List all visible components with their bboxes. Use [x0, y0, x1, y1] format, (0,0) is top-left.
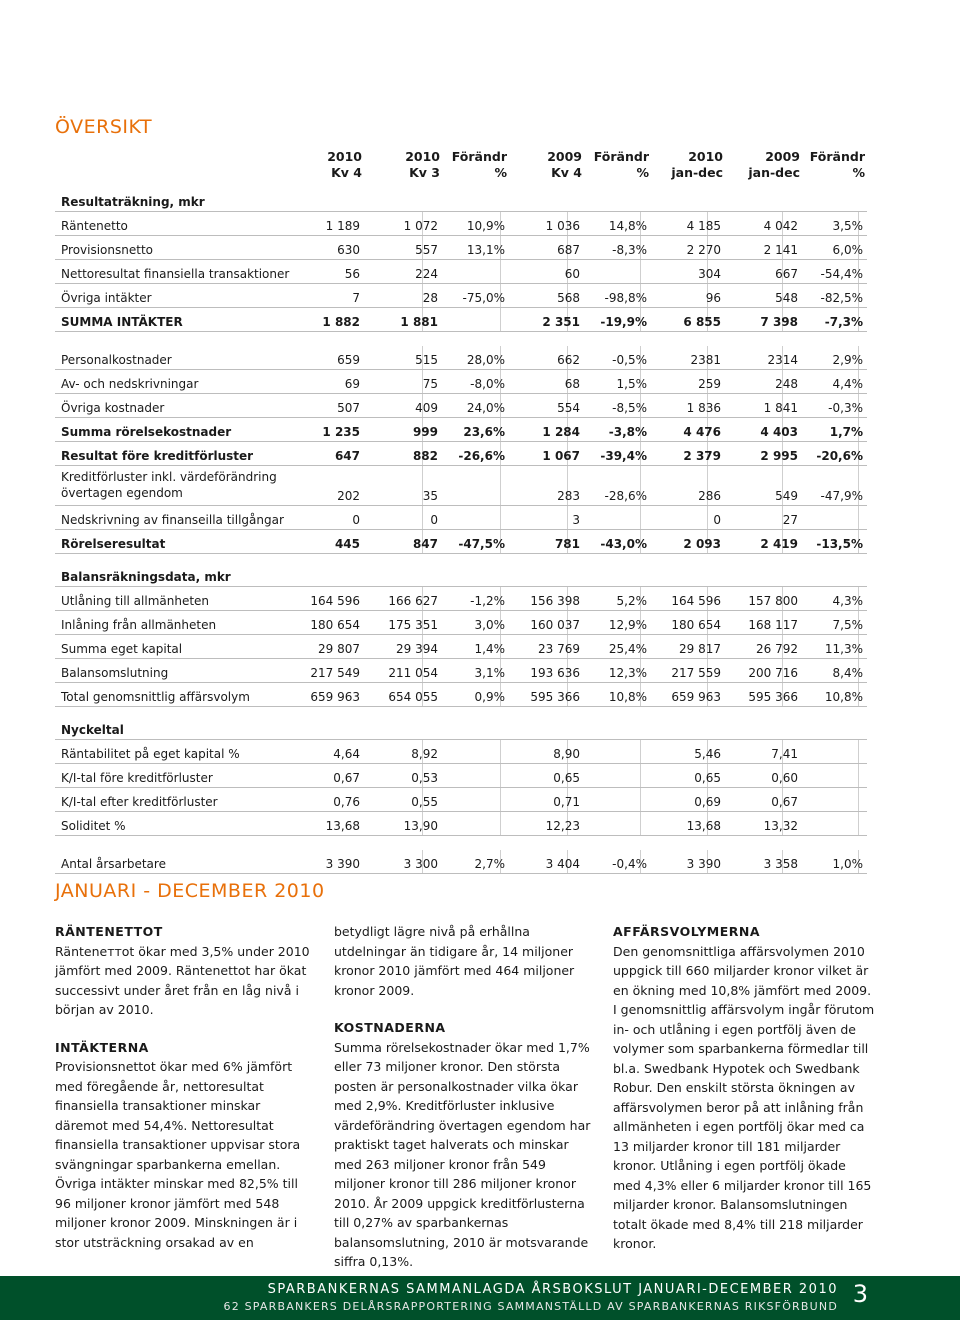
row-label: K/I-tal efter kreditförluster — [61, 795, 218, 809]
row-label: Total genomsnittlig affärsvolym — [61, 690, 250, 704]
row-label: Utlåning till allmänheten — [61, 594, 210, 608]
table-cell: 1 882 — [322, 315, 360, 329]
table-row — [55, 740, 867, 764]
table-cell: 6 855 — [683, 315, 721, 329]
table-cell: 3 300 — [403, 857, 438, 871]
column-header — [405, 149, 440, 181]
column-header-line1: 2009 — [547, 149, 582, 164]
column-divider — [858, 788, 859, 811]
table-header — [55, 145, 867, 185]
table-cell: 193 636 — [530, 666, 580, 680]
table-cell: 0,53 — [411, 771, 438, 785]
table-cell: 13,68 — [325, 819, 360, 833]
column-divider — [500, 740, 501, 763]
table-row — [55, 850, 867, 874]
table-cell: -13,5% — [816, 537, 863, 551]
table-cell: 13,90 — [403, 819, 438, 833]
row-label: Balansomslutning — [61, 666, 169, 680]
column-header-line2: jan-dec — [671, 165, 723, 180]
table-cell: 2314 — [767, 353, 798, 367]
row-label: Summa eget kapital — [61, 642, 183, 656]
table-cell: 7 398 — [760, 315, 798, 329]
table-cell: 69 — [344, 377, 360, 391]
column-paragraph: Den genomsnittliga affärsvolymen 2010 uppgick till 660 miljarder kronor vilket är en ökning med 10,8% jämfört med 2009. I genomsnittlig affärsvolym ingår förutom in- och utlåning i egen portfölj även de volymer som sparbankerna förmedlar till bl.a. Swedbank Hypotek och Swedbank Robur. Den enskilt största ökningen av affärsvolymen beror på att inlåning från allmänheten i egen portfölj ökar med ca 13 miljarder kronor till 181 miljarder kronor. Utlåning i egen portfölj ökade med 4,3% eller 6 miljarder kronor till 165 miljarder kronor. Balansomslutningen totalt ökade med 8,4% till 218 miljarder kronor. — [613, 943, 875, 1251]
table-row — [55, 788, 867, 812]
table-cell: 164 596 — [671, 594, 721, 608]
text-column-1 — [55, 922, 317, 1270]
table-cell: -1,2% — [470, 594, 505, 608]
column-header-line2: Kv 4 — [331, 165, 362, 180]
table-cell: 1 036 — [545, 219, 580, 233]
footer-title: SPARBANKERNAS SAMMANLAGDA ÅRSBOKSLUT JANUARI-DECEMBER 2010 — [267, 1282, 838, 1297]
row-label-line1: Kreditförluster inkl. värdeförändring — [61, 470, 277, 484]
column-divider — [858, 740, 859, 763]
table-cell: 156 398 — [530, 594, 580, 608]
table-cell: 568 — [557, 291, 580, 305]
table-row — [55, 260, 867, 284]
table-cell: 8,90 — [553, 747, 580, 761]
table-cell: 1,0% — [832, 857, 863, 871]
table-cell: 200 716 — [748, 666, 798, 680]
column-divider — [858, 764, 859, 787]
table-cell: 217 549 — [310, 666, 360, 680]
table-cell: 507 — [337, 401, 360, 415]
table-cell: -26,6% — [458, 449, 505, 463]
row-label: Nedskrivning av finanseilla tillgångar — [61, 513, 284, 527]
table-cell: 0 — [430, 513, 438, 527]
table-cell: 166 627 — [388, 594, 438, 608]
column-header — [748, 149, 800, 181]
table-cell: 0,67 — [333, 771, 360, 785]
table-cell: 781 — [554, 537, 580, 551]
table-cell: -43,0% — [600, 537, 647, 551]
column-header — [327, 149, 362, 181]
table-cell: 1 067 — [542, 449, 580, 463]
table-cell: 659 963 — [310, 690, 360, 704]
table-cell: -0,3% — [828, 401, 863, 415]
column-header — [547, 149, 582, 181]
table-cell: 68 — [564, 377, 580, 391]
table-row — [55, 587, 867, 611]
column-header-line2: % — [494, 165, 507, 180]
table-cell: 3 390 — [325, 857, 360, 871]
footer-subtitle: 62 SPARBANKERS DELÅRSRAPPORTERING SAMMANSTÄLLD AV SPARBANKERNAS RIKSFÖRBUND — [223, 1300, 838, 1313]
table-cell: 259 — [698, 377, 721, 391]
table-cell: -20,6% — [816, 449, 863, 463]
table-cell: -39,4% — [600, 449, 647, 463]
table-cell: 1 836 — [686, 401, 721, 415]
row-label: Inlåning från allmänheten — [61, 618, 217, 632]
table-cell: 659 — [337, 353, 360, 367]
table-row — [55, 212, 867, 236]
row-label: Summa rörelsekostnader — [61, 425, 232, 439]
column-divider — [500, 812, 501, 835]
table-cell: 630 — [337, 243, 360, 257]
table-cell: -47,9% — [820, 489, 863, 503]
table-cell: 4 403 — [760, 425, 798, 439]
table-cell: 0 — [713, 513, 721, 527]
table-cell: 847 — [412, 537, 438, 551]
column-paragraph: Ränteneттot ökar med 3,5% under 2010 jämfört med 2009. Räntenettot har ökat successivt under året från en låg nivå i början av 2010. — [55, 943, 310, 1017]
table-cell: 29 807 — [318, 642, 360, 656]
table-cell: 2 351 — [542, 315, 580, 329]
table-cell: 882 — [412, 449, 438, 463]
column-header-line2: % — [852, 165, 865, 180]
table-cell: 3 404 — [545, 857, 580, 871]
table-cell: 14,8% — [608, 219, 647, 233]
column-header-line1: Förändr — [451, 149, 507, 164]
table-cell: 160 037 — [530, 618, 580, 632]
table-cell: 180 654 — [310, 618, 360, 632]
table-cell: 3 — [572, 513, 580, 527]
text-column-2 — [334, 922, 596, 1290]
table-cell: 1,5% — [616, 377, 647, 391]
table-cell: 56 — [344, 267, 360, 281]
column-divider — [640, 740, 641, 763]
table-cell: 4 042 — [763, 219, 798, 233]
table-cell: 2,7% — [474, 857, 505, 871]
column-header — [671, 149, 723, 181]
table-cell: 11,3% — [824, 642, 863, 656]
table-cell: 5,2% — [616, 594, 647, 608]
table-cell: 10,8% — [608, 690, 647, 704]
table-cell: 4,64 — [333, 747, 360, 761]
column-heading: AFFÄRSVOLYMERNA — [613, 924, 761, 939]
row-label: Nettoresultat finansiella transaktioner — [61, 267, 290, 281]
table-row — [55, 346, 867, 370]
table-cell: 0 — [352, 513, 360, 527]
table-cell: 24,0% — [466, 401, 505, 415]
section-subtitle: JANUARI - DECEMBER 2010 — [55, 880, 325, 902]
table-cell: 248 — [775, 377, 798, 391]
table-cell: 659 963 — [671, 690, 721, 704]
row-label: Rörelseresultat — [61, 537, 166, 551]
table-cell: 2,9% — [832, 353, 863, 367]
column-paragraph: Summa rörelsekostnader ökar med 1,7% eller 73 miljoner kronor. Den största posten är personalkostnader vilka ökar med 2,9%. Kreditförluster inklusive värdeförändring övertagen egendom har praktiskt taget halverats och minskar med 263 miljoner kronor från 549 miljoner kronor till 286 miljoner kronor 2010. År 2009 uppgick kreditförlusterna till 0,27% av sparbankernas balansomslutning, 2010 är motsvarande siffra 0,13%. — [334, 1039, 591, 1269]
table-cell: -8,3% — [612, 243, 647, 257]
table-cell: 6,0% — [832, 243, 863, 257]
table-cell: 5,46 — [694, 747, 721, 761]
table-cell: 0,65 — [553, 771, 580, 785]
table-cell: 3 358 — [763, 857, 798, 871]
table-section-heading — [55, 564, 867, 587]
column-divider — [500, 506, 501, 529]
table-cell: 2 270 — [686, 243, 721, 257]
table-cell: 10,8% — [824, 690, 863, 704]
table-cell: 75 — [422, 377, 438, 391]
table-cell: -8,5% — [612, 401, 647, 415]
table-cell: -7,3% — [824, 315, 863, 329]
table-cell: 10,9% — [466, 219, 505, 233]
row-label: Resultat före kreditförluster — [61, 449, 254, 463]
table-cell: 157 800 — [748, 594, 798, 608]
page-title: ÖVERSIKT — [55, 116, 153, 138]
column-header — [810, 149, 865, 181]
table-cell: 175 351 — [388, 618, 438, 632]
column-header-line1: Förändr — [809, 149, 865, 164]
table-cell: 286 — [698, 489, 721, 503]
table-cell: 7,41 — [771, 747, 798, 761]
row-label: Balansräkningsdata, mkr — [61, 570, 231, 584]
table-cell: 13,68 — [686, 819, 721, 833]
table-cell: 4,3% — [832, 594, 863, 608]
table-cell: 554 — [557, 401, 580, 415]
row-label: Soliditet % — [61, 819, 126, 833]
table-cell: 549 — [775, 489, 798, 503]
column-header-line1: Förändr — [593, 149, 649, 164]
table-cell: 28 — [422, 291, 438, 305]
column-header — [452, 149, 507, 181]
table-cell: 12,23 — [545, 819, 580, 833]
table-cell: -82,5% — [820, 291, 863, 305]
table-cell: 29 817 — [679, 642, 721, 656]
column-paragraph: betydligt lägre nivå på erhållna utdelningar än tidigare år, 14 miljoner kronor 2010 jämfört med 464 miljoner kronor 2009. — [334, 924, 575, 998]
table-cell: 3,0% — [474, 618, 505, 632]
table-row — [55, 394, 867, 418]
table-cell: 8,4% — [832, 666, 863, 680]
column-divider — [500, 764, 501, 787]
table-cell: 3 390 — [686, 857, 721, 871]
table-cell: 7 — [352, 291, 360, 305]
table-cell: 4,4% — [832, 377, 863, 391]
table-cell: 164 596 — [310, 594, 360, 608]
table-row — [55, 659, 867, 683]
text-column-3 — [613, 922, 875, 1272]
table-cell: -75,0% — [462, 291, 505, 305]
table-row — [55, 284, 867, 308]
column-divider — [640, 788, 641, 811]
table-cell: 1 841 — [763, 401, 798, 415]
row-label-line2: övertagen egendom — [61, 486, 183, 500]
row-label: Räntenetto — [61, 219, 128, 233]
table-cell: 8,92 — [411, 747, 438, 761]
row-label: SUMMA INTÄKTER — [61, 315, 183, 329]
table-cell: 1 881 — [400, 315, 438, 329]
table-cell: 647 — [334, 449, 360, 463]
table-cell: 557 — [415, 243, 438, 257]
row-label: K/I-tal före kreditförluster — [61, 771, 213, 785]
table-cell: 23,6% — [463, 425, 505, 439]
table-cell: 304 — [698, 267, 721, 281]
table-cell: 515 — [415, 353, 438, 367]
table-cell: 2 419 — [760, 537, 798, 551]
table-cell: 96 — [705, 291, 721, 305]
table-cell: 548 — [775, 291, 798, 305]
table-row — [55, 611, 867, 635]
column-divider — [422, 506, 423, 529]
column-divider — [707, 506, 708, 529]
table-cell: 28,0% — [466, 353, 505, 367]
column-paragraph: Provisionsnettot ökar med 6% jämfört med föregående år, nettoresultat finansiella transaktioner minskar däremot med 54,4%. Nettoresultat finansiella transaktioner uppvisar stora svängningar sparbankerna emellan. Övriga intäkter minskar med 82,5% till 96 miljoner kronor jämfört med 548 miljoner kronor 2009. Minskningen är i stor utsträckning orsakad av en — [55, 1059, 301, 1250]
table-cell: 1,4% — [474, 642, 505, 656]
table-cell: 25,4% — [608, 642, 647, 656]
table-cell: -8,0% — [470, 377, 505, 391]
table-row — [55, 236, 867, 260]
table-cell: 1 072 — [403, 219, 438, 233]
column-header-line2: Kv 4 — [551, 165, 582, 180]
table-cell: 409 — [415, 401, 438, 415]
table-row — [55, 764, 867, 788]
row-label: Personalkostnader — [61, 353, 172, 367]
table-cell: 26 792 — [756, 642, 798, 656]
column-divider — [500, 788, 501, 811]
table-cell: 2 093 — [683, 537, 721, 551]
table-cell: 999 — [412, 425, 438, 439]
table-cell: -0,5% — [612, 353, 647, 367]
row-label: Antal årsarbetare — [61, 857, 166, 871]
column-heading: KOSTNADERNA — [334, 1020, 446, 1035]
table-row — [55, 506, 867, 530]
table-cell: 662 — [557, 353, 580, 367]
table-cell: 13,1% — [466, 243, 505, 257]
table-cell: -47,5% — [458, 537, 505, 551]
table-cell: 12,3% — [608, 666, 647, 680]
column-divider — [858, 812, 859, 835]
table-cell: 12,9% — [608, 618, 647, 632]
footer-bar — [0, 1276, 960, 1320]
column-heading: INTÄKTERNA — [55, 1039, 149, 1055]
row-label: Övriga intäkter — [61, 291, 152, 305]
table-cell: 4 185 — [686, 219, 721, 233]
column-divider — [858, 506, 859, 529]
table-cell: 0,67 — [771, 795, 798, 809]
table-cell: 283 — [557, 489, 580, 503]
row-label — [61, 469, 277, 501]
row-label: Resultaträkning, mkr — [61, 195, 205, 209]
table-cell: 168 117 — [748, 618, 798, 632]
column-divider — [640, 812, 641, 835]
table-cell: 0,65 — [694, 771, 721, 785]
table-cell: 1 235 — [322, 425, 360, 439]
column-header-line1: 2010 — [688, 149, 723, 164]
table-cell: 0,71 — [553, 795, 580, 809]
row-label: Provisionsnetto — [61, 243, 153, 257]
table-cell: 180 654 — [671, 618, 721, 632]
column-divider — [500, 260, 501, 283]
row-label: Räntabilitet på eget kapital % — [61, 747, 240, 761]
table-cell: 3,1% — [474, 666, 505, 680]
table-cell: 595 366 — [748, 690, 798, 704]
table-cell: 217 559 — [671, 666, 721, 680]
table-row — [55, 635, 867, 659]
table-cell: 13,32 — [763, 819, 798, 833]
table-cell: 0,60 — [771, 771, 798, 785]
table-cell: 60 — [564, 267, 580, 281]
column-header-line1: 2010 — [405, 149, 440, 164]
column-divider — [640, 506, 641, 529]
table-section-heading — [55, 717, 867, 740]
table-cell: -19,9% — [600, 315, 647, 329]
table-cell: -54,4% — [820, 267, 863, 281]
table-cell: 445 — [334, 537, 360, 551]
table-cell: 2 141 — [763, 243, 798, 257]
column-divider — [500, 466, 501, 505]
table-row — [55, 812, 867, 836]
table-cell: 2 379 — [683, 449, 721, 463]
table-row — [55, 466, 867, 506]
table-row — [55, 370, 867, 394]
table-cell: 595 366 — [530, 690, 580, 704]
table-cell: 667 — [775, 267, 798, 281]
table-cell: 35 — [422, 489, 438, 503]
column-divider — [567, 506, 568, 529]
table-row — [55, 683, 867, 707]
column-divider — [640, 764, 641, 787]
table-row — [55, 418, 867, 442]
overview-table — [55, 145, 867, 874]
table-cell: 0,76 — [333, 795, 360, 809]
column-header-line2: Kv 3 — [409, 165, 440, 180]
table-cell: 654 055 — [388, 690, 438, 704]
table-row — [55, 308, 867, 332]
column-header-line2: % — [636, 165, 649, 180]
column-header-line1: 2009 — [765, 149, 800, 164]
page-number: 3 — [852, 1280, 868, 1308]
table-cell: 1 284 — [542, 425, 580, 439]
table-cell: 2 995 — [760, 449, 798, 463]
table-cell: 3,5% — [832, 219, 863, 233]
column-header — [594, 149, 649, 181]
column-divider — [640, 260, 641, 283]
column-header-line1: 2010 — [327, 149, 362, 164]
table-cell: 0,69 — [694, 795, 721, 809]
table-cell: 0,55 — [411, 795, 438, 809]
table-cell: -0,4% — [612, 857, 647, 871]
table-cell: -3,8% — [608, 425, 647, 439]
table-cell: 1 189 — [325, 219, 360, 233]
table-cell: 7,5% — [832, 618, 863, 632]
table-cell: -28,6% — [604, 489, 647, 503]
column-heading: RÄNTENETTOT — [55, 924, 163, 939]
row-label: Övriga kostnader — [61, 401, 165, 415]
table-cell: 202 — [337, 489, 360, 503]
table-cell: 211 054 — [388, 666, 438, 680]
table-cell: 29 394 — [396, 642, 438, 656]
table-cell: 687 — [557, 243, 580, 257]
table-row — [55, 442, 867, 466]
table-cell: 0,9% — [474, 690, 505, 704]
column-header-line2: jan-dec — [748, 165, 800, 180]
table-cell: 224 — [415, 267, 438, 281]
table-cell: 4 476 — [683, 425, 721, 439]
table-cell: 23 769 — [538, 642, 580, 656]
row-label: Nyckeltal — [61, 723, 124, 737]
table-cell: 27 — [782, 513, 798, 527]
table-row — [55, 530, 867, 554]
row-label: Av- och nedskrivningar — [61, 377, 199, 391]
table-cell: 2381 — [690, 353, 721, 367]
table-cell: 1,7% — [829, 425, 863, 439]
column-divider — [500, 308, 501, 331]
table-cell: -98,8% — [604, 291, 647, 305]
table-section-heading — [55, 185, 867, 212]
